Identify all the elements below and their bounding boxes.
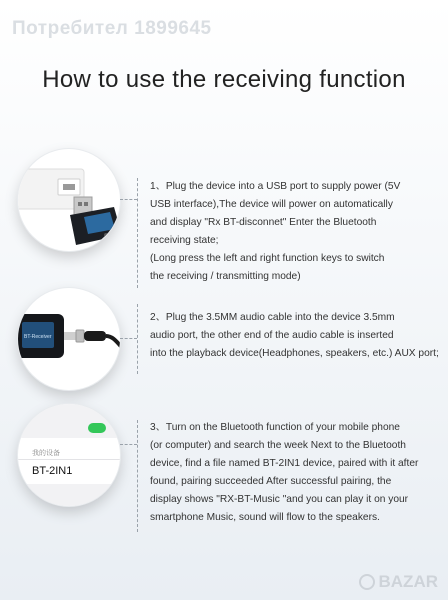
connector-line-1 [120, 199, 137, 201]
my-devices-label: 我的设备 [32, 450, 60, 457]
device-name: BT-2IN1 [32, 465, 73, 477]
audio-cable-illustration [18, 288, 120, 390]
divider-line-2 [137, 304, 138, 374]
audio-cable-image [18, 288, 120, 390]
usb-adapter-illustration [18, 149, 120, 251]
paired-device-row [18, 459, 120, 485]
brand-watermark [359, 572, 439, 592]
step-3-text: 3、Turn on the Bluetooth function of your mobile phone (or computer) and search the week Next to the Bluetooth device, find a file named BT-2IN1 device, paired with it after found, pairing succeeded After successful pairing, the display shows "RX-BT-Music "and you can play it on your smartphone Music, sound will flow to the speakers. [150, 422, 419, 523]
usb-power-image [18, 149, 120, 251]
device-screen-text: BT-Receiver [24, 334, 52, 340]
brand-logo-icon [359, 574, 375, 590]
divider-line-1 [137, 178, 138, 288]
brand-name: BAZAR [378, 572, 438, 591]
phone-footer [18, 484, 120, 506]
phone-header [18, 404, 120, 438]
page-title: How to use the receiving function [42, 66, 406, 93]
connector-line-2 [120, 338, 137, 340]
divider-line-3 [137, 420, 138, 532]
step-2-text: 2、Plug the 3.5MM audio cable into the device 3.5mm audio port, the other end of the audio cable is inserted into the playback device(Headphones, speakers, etc.) AUX port; [150, 312, 439, 359]
step-1-text: 1、Plug the device into a USB port to supply power (5V USB interface),The device will power on automatically and display "Rx BT-disconnet" Enter the Bluetooth receiving state; (Long press the left and right function keys to switch the receiving / transmitting mode) [150, 181, 401, 282]
connector-line-3 [120, 444, 137, 446]
phone-bluetooth-image [18, 404, 120, 506]
watermark: Потребител 1899645 [12, 18, 212, 39]
bluetooth-toggle-icon [88, 423, 106, 433]
